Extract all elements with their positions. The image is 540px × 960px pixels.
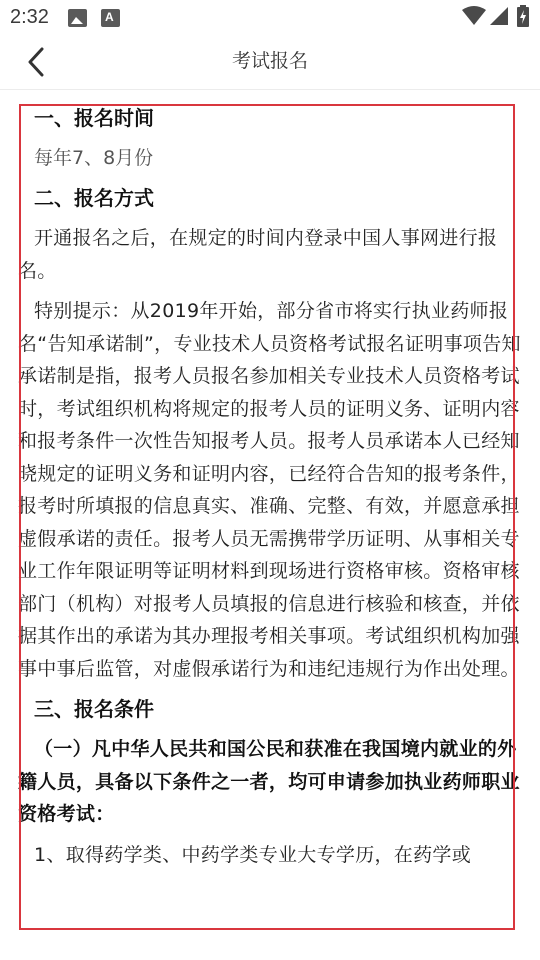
- section-heading-conditions: 三、报名条件: [34, 697, 154, 721]
- wifi-icon: [462, 6, 486, 26]
- section-heading-method: 二、报名方式: [34, 186, 154, 210]
- page-title: 考试报名: [231, 50, 308, 72]
- special-notice-paragraph: 特别提示：从2019年开始，部分省市将实行执业药师报名“告知承诺制”，专业技术人员资格考试报名证明事项告知承诺制是指，报考人员报名参加相关专业技术人员资格考试时，考试组织机构将规定的报考人员的证明义务、证明内容和报考条件一次性告知报考人员。报考人员承诺本人已经知晓规定的证明义务和证明内容，已经符合告知的报考条件，报考时所填报的信息真实、准确、完整、有效，并愿意承担虚假承诺的责任。报考人员无需携带学历证明、从事相关专业工作年限证明等证明材料到现场进行资格审核。资格审核部门（机构）对报考人员填报的信息进行核验和核查，并依据其作出的承诺为其办理报考相关事项。考试组织机构加强事中事后监管，对虚假承诺行为和违纪违规行为作出处理。: [18, 300, 521, 680]
- gallery-icon: [68, 9, 87, 27]
- text-app-icon: [101, 9, 120, 27]
- app-bar: [0, 36, 540, 90]
- article-body: [18, 102, 526, 879]
- status-bar: [0, 0, 540, 36]
- registration-time-text: 每年7、8月份: [34, 147, 154, 169]
- registration-method-paragraph: 开通报名之后，在规定的时间内登录中国人事网进行报名。: [18, 227, 498, 282]
- conditions-intro-paragraph: （一）凡中华人民共和国公民和获准在我国境内就业的外籍人员，具备以下条件之一者，均可申请参加执业药师职业资格考试：: [18, 738, 520, 825]
- section-heading-time: 一、报名时间: [34, 106, 154, 130]
- article-scroll-area[interactable]: [0, 90, 540, 960]
- condition-item-1: 1、取得药学类、中药学类专业大专学历，在药学或: [34, 843, 471, 866]
- signal-icon: [490, 6, 508, 26]
- battery-icon: [516, 5, 530, 27]
- status-time: 2:32: [10, 6, 49, 28]
